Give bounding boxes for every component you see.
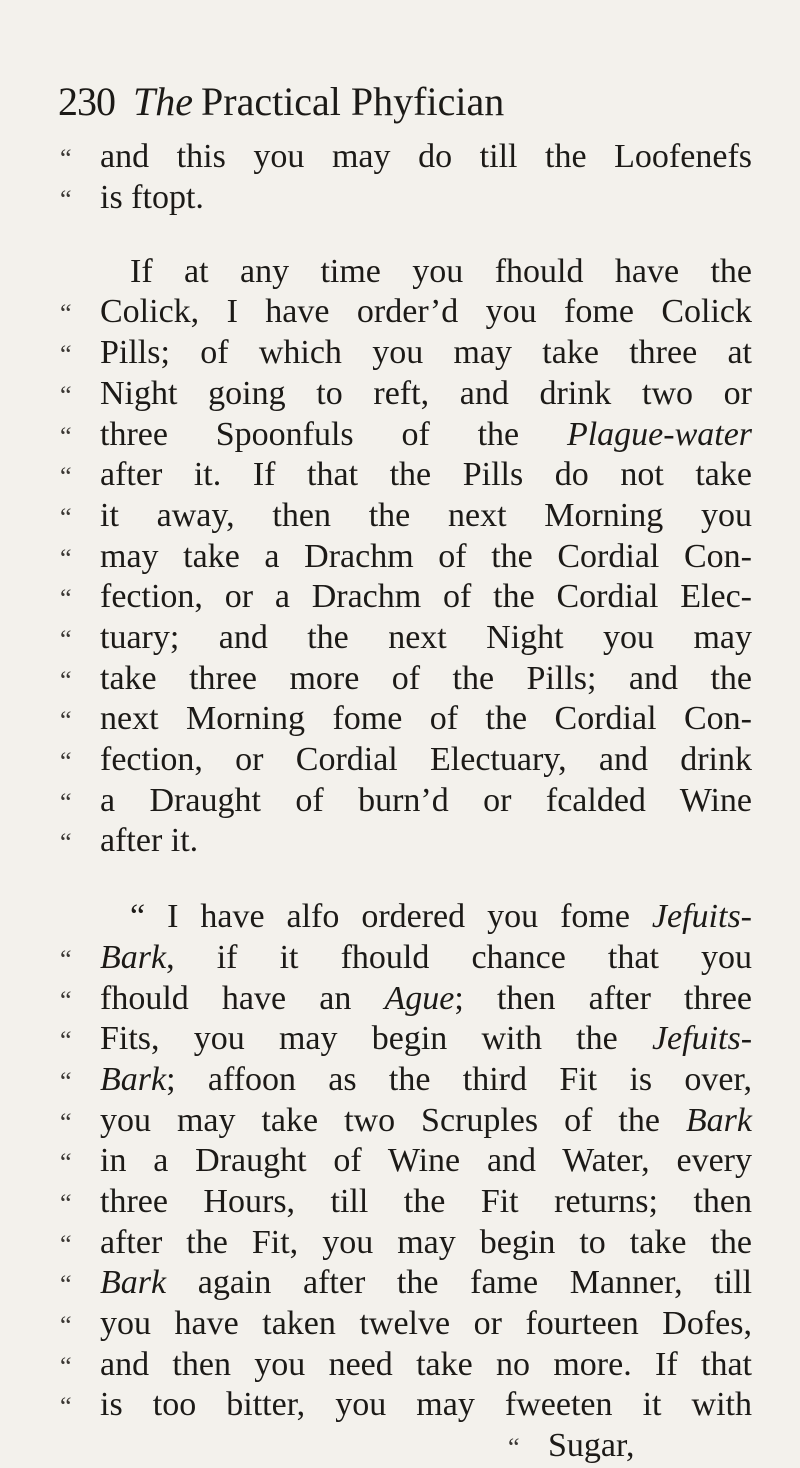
- text-line: “ Bark again after the fame Manner, till: [60, 1263, 760, 1305]
- quote-mark: “: [60, 1026, 72, 1055]
- quote-mark: “: [60, 185, 72, 214]
- text-line: “ three Spoonfuls of the Plague-water: [60, 415, 760, 457]
- quote-mark: “: [60, 1392, 72, 1421]
- quote-mark: “: [60, 1108, 72, 1137]
- text-line: “ three Hours, till the Fit returns; then: [60, 1182, 760, 1224]
- quote-mark: “: [60, 1311, 72, 1340]
- text-line: “ fection, or a Drachm of the Cordial Elec-: [60, 577, 760, 619]
- quote-mark: “: [60, 1352, 72, 1381]
- text-line: “ fhould have an Ague; then after three: [60, 979, 760, 1021]
- quote-mark: “: [60, 1270, 72, 1299]
- text-line: “ after it. If that the Pills do not take: [60, 455, 760, 497]
- quote-mark: “: [60, 340, 72, 369]
- text-line: “ tuary; and the next Night you may: [60, 618, 760, 660]
- text-line: “ and this you may do till the Loofenefs: [60, 137, 760, 179]
- text-line: “ and then you need take no more. If that: [60, 1345, 760, 1387]
- quote-mark: “: [60, 1148, 72, 1177]
- quote-mark: “: [60, 828, 72, 857]
- quote-mark: “: [60, 144, 72, 173]
- quote-mark: “: [60, 1230, 72, 1259]
- text-line: “ I have alfo ordered you fome Jefuits-: [130, 898, 752, 935]
- text-line: “ is too bitter, you may fweeten it with: [60, 1385, 760, 1427]
- quote-mark: “: [60, 381, 72, 410]
- quote-mark: “: [60, 1189, 72, 1218]
- quote-mark: “: [60, 544, 72, 573]
- text-line: “ it away, then the next Morning you: [60, 496, 760, 538]
- catchword: “ Sugar,: [508, 1426, 758, 1468]
- text-line: “ Pills; of which you may take three at: [60, 333, 760, 375]
- quote-mark: “: [60, 299, 72, 328]
- quote-mark: “: [60, 1067, 72, 1096]
- text-line: “ take three more of the Pills; and the: [60, 659, 760, 701]
- text-line: “ after it.: [60, 821, 760, 863]
- quote-mark: “: [60, 788, 72, 817]
- quote-mark: “: [60, 584, 72, 613]
- text-line: “ Colick, I have order’d you fome Colick: [60, 292, 760, 334]
- text-line: “ may take a Drachm of the Cordial Con-: [60, 537, 760, 579]
- text-line: “ next Morning fome of the Cordial Con-: [60, 699, 760, 741]
- text-line: “ fection, or Cordial Electuary, and drink: [60, 740, 760, 782]
- text-line: “ is ftopt.: [60, 178, 760, 220]
- quote-mark: “: [60, 625, 72, 654]
- header-title: Practical Phyfician: [201, 79, 505, 124]
- text-line: “ you may take two Scruples of the Bark: [60, 1101, 760, 1143]
- text-line: “ Fits, you may begin with the Jefuits-: [60, 1019, 760, 1061]
- quote-mark: “: [60, 747, 72, 776]
- running-header: [58, 78, 758, 126]
- quote-mark: “: [60, 945, 72, 974]
- quote-mark: “: [60, 986, 72, 1015]
- text-line: “ Night going to reft, and drink two or: [60, 374, 760, 416]
- quote-mark: “: [508, 1433, 520, 1462]
- quote-mark: “: [60, 706, 72, 735]
- text-line: If at any time you fhould have the: [130, 253, 752, 290]
- text-line: “ a Draught of burn’d or fcalded Wine: [60, 781, 760, 823]
- quote-mark: “: [60, 422, 72, 451]
- text-line: “ after the Fit, you may begin to take the: [60, 1223, 760, 1265]
- text-line: “ you have taken twelve or fourteen Dofes,: [60, 1304, 760, 1346]
- quote-mark: “: [60, 666, 72, 695]
- text-line: “ in a Draught of Wine and Water, every: [60, 1141, 760, 1183]
- text-line: “ Bark, if it fhould chance that you: [60, 938, 760, 980]
- quote-mark: “: [60, 462, 72, 491]
- header-title-italic: The: [133, 79, 193, 124]
- quote-mark: “: [60, 503, 72, 532]
- text-line: “ Bark; affoon as the third Fit is over,: [60, 1060, 760, 1102]
- page-number: 230: [58, 79, 115, 124]
